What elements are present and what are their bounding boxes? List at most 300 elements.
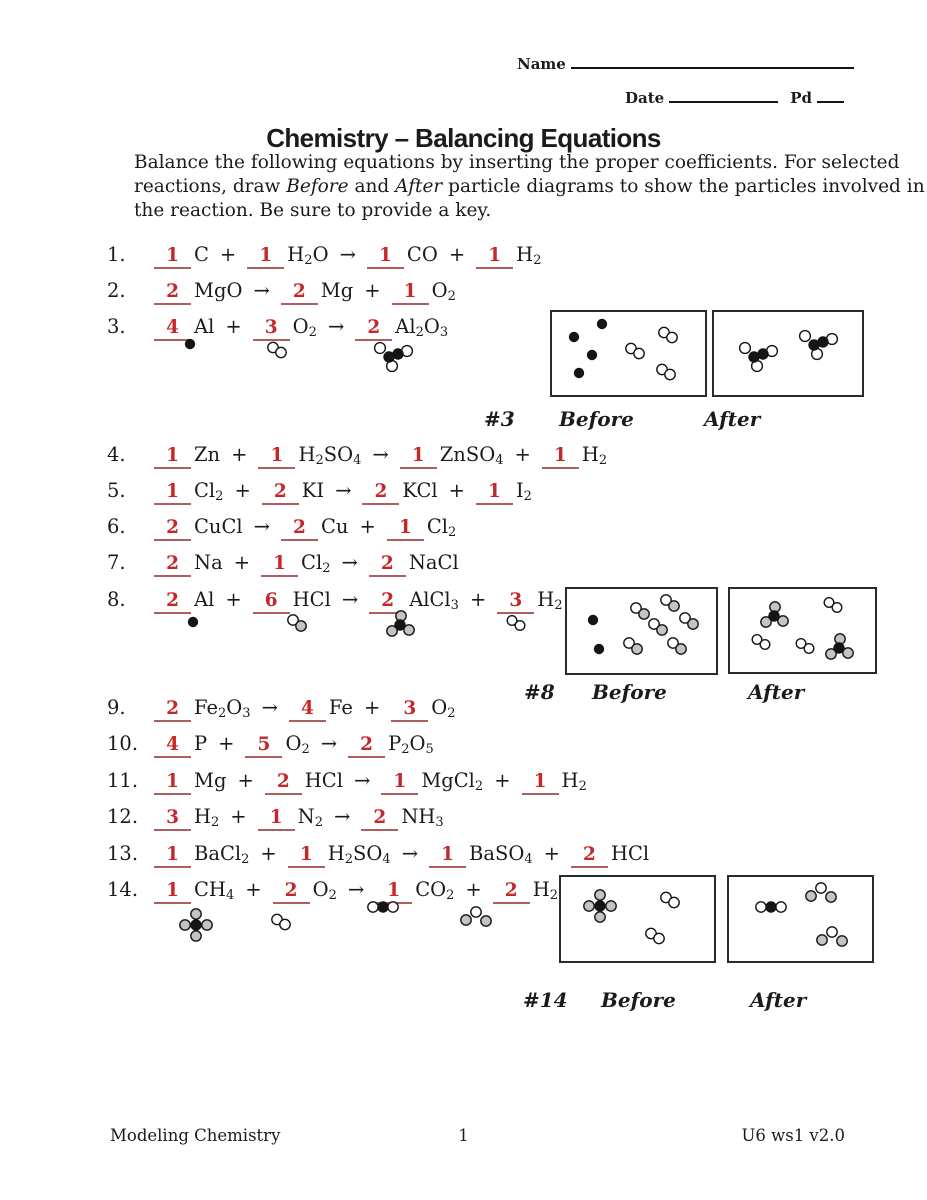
equation-term bbox=[281, 278, 353, 305]
chemical-formula: P bbox=[194, 732, 208, 755]
white-atom bbox=[507, 616, 517, 626]
black-atom bbox=[191, 920, 201, 930]
black-atom bbox=[393, 349, 403, 359]
coefficient-value: 2 bbox=[504, 880, 518, 901]
white-atom bbox=[471, 907, 481, 917]
molecule-AlCl3 bbox=[387, 611, 414, 636]
coefficient-value: 1 bbox=[488, 481, 501, 502]
gray-atom bbox=[202, 920, 212, 930]
chemical-formula: Na bbox=[194, 551, 223, 574]
chemical-formula: Cu bbox=[320, 515, 349, 538]
equation-term bbox=[288, 841, 391, 868]
chemical-formula: ZnSO$_4$ bbox=[439, 443, 504, 468]
chemical-formula: Mg bbox=[320, 279, 354, 302]
equation-number: 11. bbox=[107, 769, 139, 792]
white-atom bbox=[375, 343, 386, 354]
equation-number: 2. bbox=[107, 279, 126, 302]
coefficient-blank bbox=[258, 807, 295, 831]
coefficient-blank bbox=[362, 481, 399, 505]
equation-number: 6. bbox=[107, 515, 126, 538]
chemical-formula: C bbox=[194, 243, 209, 266]
coefficient-value: 1 bbox=[273, 553, 286, 574]
equation-term bbox=[429, 841, 533, 868]
instruction-text: Balance the following equations by inserting the proper coefficients. For selected bbox=[134, 152, 900, 173]
black-atom bbox=[186, 340, 195, 349]
plus-sign: + bbox=[218, 732, 235, 755]
equation-term bbox=[362, 478, 437, 505]
arrow-right: → bbox=[372, 443, 389, 466]
coefficient-value: 2 bbox=[166, 553, 179, 574]
plus-sign: + bbox=[514, 443, 531, 466]
coefficient-blank bbox=[261, 553, 298, 577]
molecule-CH4 bbox=[180, 909, 212, 941]
arrow-right: → bbox=[339, 243, 356, 266]
instruction-text: particle diagrams to show the particles involved in bbox=[442, 176, 925, 197]
equation-term bbox=[258, 804, 323, 831]
molecule-H2 bbox=[507, 616, 525, 631]
coefficient-blank bbox=[258, 445, 295, 469]
instruction-text: the reaction. Be sure to provide a key. bbox=[134, 200, 492, 221]
molecule-Al bbox=[186, 340, 195, 349]
instruction-line bbox=[134, 199, 925, 223]
chemical-formula: HCl bbox=[292, 588, 331, 611]
coefficient-value: 4 bbox=[166, 317, 179, 338]
coefficient-blank bbox=[387, 517, 424, 541]
coefficient-blank bbox=[392, 281, 429, 305]
black-atom bbox=[189, 618, 198, 627]
arrow-right: → bbox=[341, 551, 358, 574]
before-box-8 bbox=[565, 587, 718, 675]
equation-number: 5. bbox=[107, 479, 126, 502]
coefficient-value: 2 bbox=[166, 590, 179, 611]
equation-term bbox=[355, 314, 448, 341]
chemical-formula: $Cl_2$ bbox=[194, 479, 224, 504]
chemical-formula: $O_2$ bbox=[431, 696, 456, 721]
chemical-formula: HCl bbox=[304, 769, 343, 792]
chemical-formula: $Fe_2O_3$ bbox=[194, 696, 251, 721]
equation-term bbox=[154, 514, 243, 541]
name-line bbox=[571, 54, 854, 69]
arrow-right: → bbox=[253, 515, 270, 538]
chemical-formula: $N_2$ bbox=[297, 805, 323, 830]
coefficient-value: 1 bbox=[166, 481, 179, 502]
equation-term bbox=[154, 278, 242, 305]
coefficient-blank bbox=[281, 281, 318, 305]
coefficient-value: 2 bbox=[276, 771, 290, 792]
gray-atom bbox=[191, 931, 201, 941]
after-label-3: After bbox=[704, 407, 761, 431]
coefficient-blank bbox=[571, 844, 608, 868]
coefficient-value: 1 bbox=[403, 281, 417, 302]
equation-term bbox=[154, 695, 251, 722]
footer-publisher: Modeling Chemistry bbox=[110, 1126, 281, 1145]
coefficient-value: 1 bbox=[166, 445, 179, 466]
coefficient-blank bbox=[429, 844, 466, 868]
coefficient-value: 2 bbox=[166, 698, 179, 719]
arrow-right: → bbox=[335, 479, 352, 502]
equation-term bbox=[387, 514, 456, 541]
coefficient-value: 2 bbox=[273, 481, 287, 502]
equation-row bbox=[107, 278, 456, 305]
equation-term bbox=[542, 442, 607, 469]
coefficient-value: 2 bbox=[166, 517, 179, 538]
black-atom bbox=[378, 902, 388, 912]
plus-sign: + bbox=[448, 479, 465, 502]
diagram-tag-14: #14 bbox=[523, 988, 568, 1012]
coefficient-blank bbox=[476, 245, 513, 269]
coefficient-blank bbox=[400, 445, 437, 469]
plus-sign: + bbox=[543, 842, 560, 865]
coefficient-blank bbox=[154, 317, 191, 341]
equation-term bbox=[369, 587, 459, 614]
equation-term bbox=[247, 242, 328, 269]
equation-term bbox=[154, 877, 234, 904]
arrow-right: → bbox=[401, 842, 419, 865]
molecule-O2 bbox=[268, 342, 286, 357]
equation-term bbox=[476, 478, 532, 505]
gray-atom bbox=[180, 920, 190, 930]
plus-sign: + bbox=[494, 769, 511, 792]
chemical-formula: CO bbox=[406, 243, 438, 266]
equation-term bbox=[262, 478, 324, 505]
coefficient-blank bbox=[154, 590, 191, 614]
coefficient-value: 1 bbox=[378, 245, 392, 266]
gray-atom bbox=[461, 915, 471, 925]
page-title: Chemistry – Balancing Equations bbox=[266, 123, 661, 153]
coefficient-value: 1 bbox=[269, 807, 283, 828]
pd-line bbox=[817, 88, 844, 103]
name-field-row bbox=[517, 54, 854, 73]
equation-term bbox=[348, 731, 434, 758]
coefficient-value: 2 bbox=[293, 517, 306, 538]
gray-atom bbox=[481, 916, 491, 926]
chemical-formula: KCl bbox=[402, 479, 438, 502]
date-line bbox=[669, 88, 778, 103]
coefficient-value: 1 bbox=[533, 771, 547, 792]
equation-row bbox=[107, 841, 649, 868]
coefficient-value: 5 bbox=[257, 734, 271, 755]
equation-term bbox=[391, 695, 455, 722]
white-atom bbox=[288, 615, 298, 625]
chemical-formula: $NH_3$ bbox=[401, 805, 444, 830]
equation-term bbox=[381, 768, 483, 795]
chemical-formula: Mg bbox=[194, 769, 227, 792]
plus-sign: + bbox=[364, 279, 381, 302]
footer-version: U6 ws1 v2.0 bbox=[741, 1126, 845, 1145]
chemical-formula: $O_2$ bbox=[312, 878, 337, 903]
coefficient-blank bbox=[522, 771, 559, 795]
coefficient-blank bbox=[154, 880, 191, 904]
plus-sign: + bbox=[225, 588, 242, 611]
chemical-formula: MgO bbox=[194, 279, 243, 302]
instruction-italic-word: Before bbox=[286, 176, 349, 197]
equation-row bbox=[107, 242, 541, 269]
plus-sign: + bbox=[233, 551, 251, 574]
chemical-formula: $H_2$ bbox=[561, 769, 587, 794]
after-label-14: After bbox=[750, 988, 807, 1012]
chemical-formula: $Cl_2$ bbox=[426, 515, 457, 540]
plus-sign: + bbox=[469, 588, 487, 611]
coefficient-blank bbox=[262, 481, 299, 505]
equation-number: 12. bbox=[107, 805, 139, 828]
white-atom bbox=[272, 914, 282, 924]
coefficient-value: 2 bbox=[367, 317, 381, 338]
before-box-14 bbox=[559, 875, 716, 963]
coefficient-value: 1 bbox=[387, 880, 401, 901]
chemical-formula: Fe bbox=[328, 696, 353, 719]
coefficient-value: 1 bbox=[166, 771, 179, 792]
equation-number: 14. bbox=[107, 878, 139, 901]
equation-number: 9. bbox=[107, 696, 126, 719]
after-box-14 bbox=[727, 875, 874, 963]
coefficient-value: 6 bbox=[264, 590, 278, 611]
coefficient-value: 3 bbox=[509, 590, 523, 611]
equation-term bbox=[154, 731, 207, 758]
plus-sign: + bbox=[230, 805, 247, 828]
plus-sign: + bbox=[465, 878, 482, 901]
equation-term bbox=[253, 314, 317, 341]
gray-atom bbox=[404, 625, 414, 635]
plus-sign: + bbox=[225, 315, 242, 338]
chemical-formula: $Al_2O_3$ bbox=[395, 315, 449, 340]
equation-term bbox=[392, 278, 456, 305]
white-atom bbox=[280, 919, 290, 929]
white-atom bbox=[387, 361, 398, 372]
coefficient-blank bbox=[367, 245, 404, 269]
chemical-formula: $P_2O_5$ bbox=[388, 732, 434, 757]
coefficient-value: 1 bbox=[259, 245, 273, 266]
chemical-formula: Zn bbox=[194, 443, 221, 466]
coefficient-value: 1 bbox=[270, 445, 284, 466]
plus-sign: + bbox=[219, 243, 237, 266]
equation-term bbox=[522, 768, 587, 795]
pd-label: Pd bbox=[790, 89, 812, 107]
instruction-text: and bbox=[348, 176, 396, 197]
equation-row bbox=[107, 514, 456, 541]
chemical-formula: NaCl bbox=[408, 551, 459, 574]
chemical-formula: $H_2SO_4$ bbox=[298, 443, 362, 468]
coefficient-blank bbox=[253, 590, 290, 614]
coefficient-value: 1 bbox=[393, 771, 407, 792]
coefficient-value: 1 bbox=[553, 445, 567, 466]
equation-number: 8. bbox=[107, 588, 126, 611]
equation-term bbox=[281, 514, 348, 541]
equation-number: 1. bbox=[107, 243, 126, 266]
coefficient-value: 2 bbox=[284, 880, 298, 901]
gray-atom bbox=[387, 626, 397, 636]
coefficient-blank bbox=[247, 245, 284, 269]
coefficient-blank bbox=[493, 880, 530, 904]
name-label: Name bbox=[517, 55, 566, 73]
before-box-3 bbox=[550, 310, 707, 397]
equation-row bbox=[107, 550, 459, 577]
arrow-right: → bbox=[341, 588, 359, 611]
coefficient-blank bbox=[154, 281, 191, 305]
equation-number: 4. bbox=[107, 443, 126, 466]
coefficient-value: 1 bbox=[166, 245, 179, 266]
arrow-right: → bbox=[253, 279, 270, 302]
before-label-14: Before bbox=[601, 988, 676, 1012]
coefficient-blank bbox=[355, 317, 392, 341]
molecule-Al bbox=[189, 618, 198, 627]
chemical-formula: MgCl$_2$ bbox=[421, 769, 484, 794]
chemical-formula: $H_2$ bbox=[537, 588, 563, 613]
equation-term bbox=[154, 478, 223, 505]
equation-number: 13. bbox=[107, 842, 139, 865]
equation-row bbox=[107, 768, 587, 795]
coefficient-value: 2 bbox=[374, 481, 388, 502]
coefficient-blank bbox=[154, 553, 191, 577]
footer-page-number: 1 bbox=[458, 1126, 469, 1145]
equation-term bbox=[154, 442, 220, 469]
diagram-tag-8: #8 bbox=[524, 680, 555, 704]
equation-term bbox=[265, 768, 343, 795]
black-atom bbox=[384, 352, 394, 362]
coefficient-value: 4 bbox=[300, 698, 314, 719]
coefficient-blank bbox=[245, 734, 282, 758]
chemical-formula: Al bbox=[194, 315, 215, 338]
coefficient-blank bbox=[369, 590, 406, 614]
coefficient-value: 2 bbox=[360, 734, 374, 755]
coefficient-value: 2 bbox=[292, 281, 306, 302]
chemical-formula: $H_2$ bbox=[532, 878, 559, 903]
equation-number: 3. bbox=[107, 315, 126, 338]
equation-row bbox=[107, 478, 532, 505]
coefficient-blank bbox=[253, 317, 290, 341]
coefficient-blank bbox=[391, 698, 428, 722]
equation-term bbox=[154, 587, 214, 614]
plus-sign: + bbox=[359, 515, 376, 538]
coefficient-value: 2 bbox=[373, 807, 387, 828]
equation-term bbox=[154, 768, 226, 795]
chemical-formula: $CO_2$ bbox=[415, 878, 455, 903]
plus-sign: + bbox=[231, 443, 248, 466]
equation-term bbox=[154, 804, 219, 831]
equation-term bbox=[476, 242, 541, 269]
chemical-formula: AlCl$_3$ bbox=[409, 588, 459, 613]
molecule-HCl bbox=[288, 615, 306, 631]
equation-term bbox=[154, 841, 249, 868]
coefficient-value: 2 bbox=[381, 590, 395, 611]
coefficient-blank bbox=[497, 590, 534, 614]
equation-term bbox=[375, 877, 454, 904]
after-label-8: After bbox=[748, 680, 805, 704]
equation-row bbox=[107, 587, 563, 614]
white-atom bbox=[402, 346, 413, 357]
after-box-8 bbox=[728, 587, 877, 674]
coefficient-blank bbox=[154, 517, 191, 541]
coefficient-value: 1 bbox=[398, 517, 412, 538]
instruction-line bbox=[134, 151, 925, 175]
chemical-formula: $O_2$ bbox=[292, 315, 317, 340]
equation-number: 10. bbox=[107, 732, 139, 755]
chemical-formula: Al bbox=[194, 588, 215, 611]
equation-term bbox=[261, 550, 330, 577]
coefficient-blank bbox=[289, 698, 326, 722]
equation-term bbox=[497, 587, 562, 614]
chemical-formula: $H_2$ bbox=[516, 243, 542, 268]
molecule-O2 bbox=[272, 914, 290, 929]
chemical-formula: $H_2$ bbox=[194, 805, 220, 830]
coefficient-blank bbox=[265, 771, 302, 795]
coefficient-blank bbox=[154, 445, 191, 469]
black-atom bbox=[395, 620, 405, 630]
chemical-formula: $O_2$ bbox=[431, 279, 456, 304]
equation-term bbox=[154, 314, 214, 341]
plus-sign: + bbox=[260, 842, 277, 865]
instructions bbox=[134, 151, 925, 223]
coefficient-value: 1 bbox=[166, 880, 179, 901]
equation-term bbox=[154, 242, 209, 269]
white-atom bbox=[268, 342, 278, 352]
coefficient-blank bbox=[154, 698, 191, 722]
coefficient-blank bbox=[154, 807, 191, 831]
coefficient-value: 3 bbox=[264, 317, 278, 338]
coefficient-blank bbox=[288, 844, 325, 868]
chemical-formula: BaSO$_4$ bbox=[469, 842, 533, 867]
equation-row bbox=[107, 804, 444, 831]
equation-term bbox=[253, 587, 331, 614]
molecule-H2O bbox=[461, 907, 491, 926]
equation-number: 7. bbox=[107, 551, 126, 574]
coefficient-blank bbox=[154, 734, 191, 758]
chemical-formula: HCl bbox=[610, 842, 650, 865]
equation-term bbox=[400, 442, 504, 469]
coefficient-blank bbox=[273, 880, 310, 904]
arrow-right: → bbox=[327, 315, 345, 338]
plus-sign: + bbox=[237, 769, 254, 792]
equation-term bbox=[258, 442, 361, 469]
plus-sign: + bbox=[363, 696, 381, 719]
equation-term bbox=[367, 242, 438, 269]
chemical-formula: $H_2SO_4$ bbox=[327, 842, 391, 867]
white-atom bbox=[515, 621, 525, 631]
chemical-formula: $Cl_2$ bbox=[301, 551, 331, 576]
chemical-formula: $CH_4$ bbox=[194, 878, 235, 903]
date-field-row bbox=[625, 88, 844, 107]
molecule-Al2O3 bbox=[375, 343, 413, 372]
before-label-8: Before bbox=[592, 680, 667, 704]
instruction-text: reactions, draw bbox=[134, 176, 287, 197]
coefficient-blank bbox=[476, 481, 513, 505]
coefficient-value: 1 bbox=[166, 844, 179, 865]
gray-atom bbox=[296, 621, 306, 631]
coefficient-value: 1 bbox=[488, 245, 502, 266]
coefficient-blank bbox=[375, 880, 412, 904]
plus-sign: + bbox=[234, 479, 251, 502]
chemical-formula: $I_2$ bbox=[515, 479, 532, 504]
coefficient-value: 4 bbox=[166, 734, 179, 755]
plus-sign: + bbox=[448, 243, 466, 266]
after-box-3 bbox=[712, 310, 864, 397]
equation-term bbox=[361, 804, 443, 831]
chemical-formula: BaCl$_2$ bbox=[194, 842, 250, 867]
diagram-tag-3: #3 bbox=[484, 407, 515, 431]
arrow-right: → bbox=[347, 878, 365, 901]
coefficient-blank bbox=[154, 771, 191, 795]
coefficient-value: 2 bbox=[583, 844, 596, 865]
instruction-line bbox=[134, 175, 925, 199]
date-label: Date bbox=[625, 89, 665, 107]
coefficient-blank bbox=[154, 245, 191, 269]
gray-atom bbox=[191, 909, 201, 919]
equation-term bbox=[154, 550, 223, 577]
coefficient-value: 2 bbox=[166, 281, 179, 302]
coefficient-value: 2 bbox=[380, 553, 394, 574]
instruction-italic-word: After bbox=[395, 176, 443, 197]
equation-term bbox=[369, 550, 459, 577]
coefficient-value: 3 bbox=[403, 698, 417, 719]
